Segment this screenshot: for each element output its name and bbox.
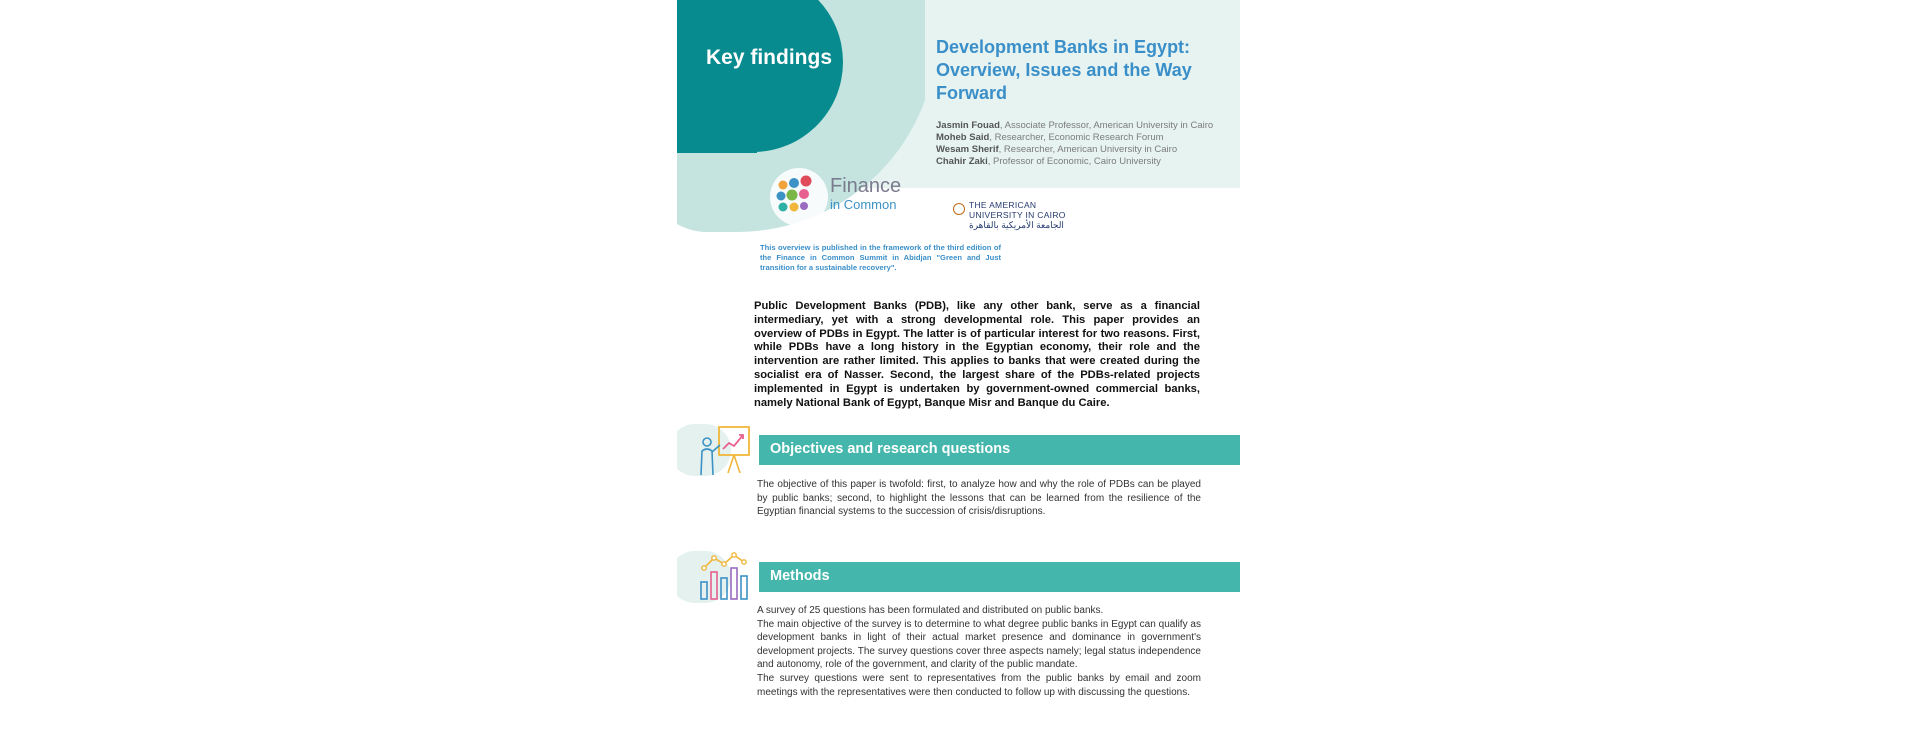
objectives-text: The objective of this paper is twofold: first, to analyze how and why the role of PDBs can be played by public banks; second, to highlight the lessons that can be learned from the resilience of the Egyptian financial systems to the succession of crisis/disruptions. — [757, 479, 1201, 518]
auc-logo-arabic: الجامعة الأمريكية بالقاهرة — [969, 220, 1064, 230]
presentation-icon — [697, 425, 757, 480]
objectives-section-header — [759, 435, 1240, 465]
methods-text — [757, 604, 1201, 699]
finance-in-common-logo-mark — [768, 166, 830, 228]
document-title: Development Banks in Egypt: Overview, Issues and the Way Forward — [936, 37, 1192, 103]
methods-section-title: Methods — [770, 568, 830, 584]
intro-paragraph: Public Development Banks (PDB), like any other bank, serve as a financial intermediary, yet with a strong developmental role. This paper provides an overview of PDBs in Egypt. The latter is of particular interest for two reasons. First, while PDBs have a long history in the Egyptian economy, their role and the intervention are rather limited. This applies to banks that were created during the socialist era of Nasser. Second, the largest share of the PDBs-related projects implemented in Egypt is undertaken by government-owned commercial banks, namely National Bank of Egypt, Banque Misr and Banque du Caire. — [754, 300, 1200, 409]
author-list — [936, 120, 1236, 168]
author-line — [936, 144, 1236, 156]
author-role: , Researcher, Economic Research Forum — [989, 132, 1164, 143]
author-line — [936, 156, 1236, 168]
author-name: Chahir Zaki — [936, 156, 988, 167]
author-line — [936, 120, 1236, 132]
bar-chart-icon — [697, 552, 757, 602]
auc-logo-line1: THE AMERICAN — [969, 200, 1037, 210]
objectives-section-title: Objectives and research questions — [770, 441, 1011, 457]
finance-in-common-word: Finance — [830, 175, 902, 197]
finance-in-common-subword: in Common — [830, 197, 897, 212]
author-name: Wesam Sherif — [936, 144, 999, 155]
author-name: Moheb Said — [936, 132, 990, 143]
author-role: , Researcher, American University in Cairo — [998, 144, 1178, 155]
author-line — [936, 132, 1236, 144]
key-findings-circle-fill — [677, 0, 757, 153]
author-role: , Associate Professor, American University in Cairo — [999, 120, 1214, 131]
methods-paragraph-3: The survey questions were sent to representatives from the public banks by email and zoom meetings with the representatives were then conducted to follow up with discussing the questions. — [757, 672, 1201, 698]
auc-logo-line2: UNIVERSITY IN CAIRO — [969, 210, 1066, 220]
methods-section-header — [759, 562, 1240, 592]
author-role: , Professor of Economic, Cairo University — [987, 156, 1161, 167]
methods-paragraph-2: The main objective of the survey is to determine to what degree public banks in Egypt can qualify as development banks in light of their actual market presence and dominance in government's development projects. The survey questions cover three aspects namely; legal status independence and autonomy, role of the government, and clarity of the public mandate. — [757, 618, 1201, 671]
auc-seal-icon — [953, 203, 965, 215]
framework-note: This overview is published in the framework of the third edition of the Finance in Common Summit in Abidjan "Green and Just transition for a sustainable recovery". — [760, 243, 1001, 272]
methods-paragraph-1: A survey of 25 questions has been formulated and distributed on public banks. — [757, 605, 1104, 616]
author-name: Jasmin Fouad — [936, 120, 1000, 131]
key-findings-label: Key findings — [706, 46, 833, 69]
document-page — [677, 0, 1240, 740]
